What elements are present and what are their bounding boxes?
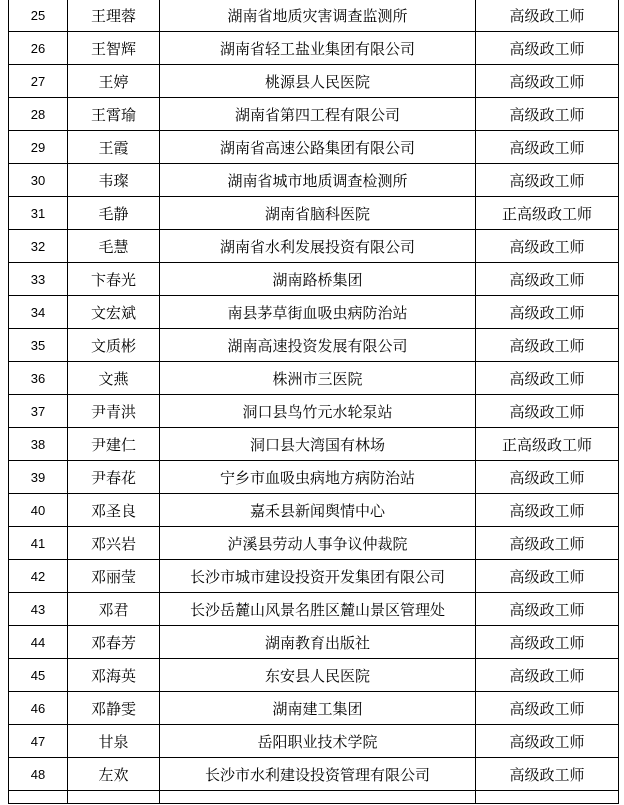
cell-name: 毛静 <box>68 197 160 230</box>
cell-title: 正高级政工师 <box>476 197 619 230</box>
cell-number: 47 <box>9 725 68 758</box>
cell-organization: 湖南省脑科医院 <box>160 197 476 230</box>
table-row <box>9 593 619 626</box>
cell-name: 尹春花 <box>68 461 160 494</box>
cell-title: 高级政工师 <box>476 230 619 263</box>
cell-title: 高级政工师 <box>476 626 619 659</box>
cell-empty <box>9 791 68 804</box>
table-row <box>9 329 619 362</box>
cell-organization: 长沙岳麓山风景名胜区麓山景区管理处 <box>160 593 476 626</box>
table-row <box>9 494 619 527</box>
cell-title: 高级政工师 <box>476 263 619 296</box>
cell-name: 王霄瑜 <box>68 98 160 131</box>
cell-number: 30 <box>9 164 68 197</box>
cell-title: 正高级政工师 <box>476 428 619 461</box>
cell-title: 高级政工师 <box>476 659 619 692</box>
cell-organization: 湖南省地质灾害调查监测所 <box>160 0 476 32</box>
cell-title: 高级政工师 <box>476 395 619 428</box>
table-row <box>9 461 619 494</box>
cell-organization: 湖南省轻工盐业集团有限公司 <box>160 32 476 65</box>
table-row <box>9 164 619 197</box>
cell-number: 34 <box>9 296 68 329</box>
table-row <box>9 98 619 131</box>
cell-name: 左欢 <box>68 758 160 791</box>
cell-title: 高级政工师 <box>476 32 619 65</box>
cell-number: 32 <box>9 230 68 263</box>
cell-number: 25 <box>9 0 68 32</box>
cell-number: 27 <box>9 65 68 98</box>
table-row <box>9 296 619 329</box>
cell-title: 高级政工师 <box>476 494 619 527</box>
cell-title: 高级政工师 <box>476 560 619 593</box>
cell-organization: 湖南教育出版社 <box>160 626 476 659</box>
cell-number: 35 <box>9 329 68 362</box>
table-row <box>9 131 619 164</box>
cell-number: 38 <box>9 428 68 461</box>
cell-organization: 株洲市三医院 <box>160 362 476 395</box>
cell-organization: 泸溪县劳动人事争议仲裁院 <box>160 527 476 560</box>
table-row <box>9 263 619 296</box>
cell-title: 高级政工师 <box>476 593 619 626</box>
cell-name: 邓圣良 <box>68 494 160 527</box>
cell-title: 高级政工师 <box>476 0 619 32</box>
table-row <box>9 395 619 428</box>
cell-number: 42 <box>9 560 68 593</box>
cell-title: 高级政工师 <box>476 758 619 791</box>
table-row <box>9 758 619 791</box>
cell-organization: 宁乡市血吸虫病地方病防治站 <box>160 461 476 494</box>
table-row <box>9 428 619 461</box>
cell-number: 40 <box>9 494 68 527</box>
table-row <box>9 362 619 395</box>
cell-number: 28 <box>9 98 68 131</box>
cell-number: 37 <box>9 395 68 428</box>
cell-organization: 南县茅草街血吸虫病防治站 <box>160 296 476 329</box>
cell-name: 卞春光 <box>68 263 160 296</box>
cell-organization: 嘉禾县新闻舆情中心 <box>160 494 476 527</box>
cell-organization: 长沙市城市建设投资开发集团有限公司 <box>160 560 476 593</box>
cell-title: 高级政工师 <box>476 98 619 131</box>
cell-title: 高级政工师 <box>476 725 619 758</box>
cell-name: 邓静雯 <box>68 692 160 725</box>
cell-number: 41 <box>9 527 68 560</box>
table-row <box>9 527 619 560</box>
cell-number: 45 <box>9 659 68 692</box>
cell-organization: 岳阳职业技术学院 <box>160 725 476 758</box>
cell-number: 36 <box>9 362 68 395</box>
cell-title: 高级政工师 <box>476 329 619 362</box>
roster-table <box>8 0 619 804</box>
cell-title: 高级政工师 <box>476 461 619 494</box>
cell-organization: 湖南建工集团 <box>160 692 476 725</box>
cell-name: 文燕 <box>68 362 160 395</box>
cell-number: 44 <box>9 626 68 659</box>
cell-name: 邓兴岩 <box>68 527 160 560</box>
cell-organization: 湖南省高速公路集团有限公司 <box>160 131 476 164</box>
cell-number: 31 <box>9 197 68 230</box>
cell-number: 29 <box>9 131 68 164</box>
cell-name: 王智辉 <box>68 32 160 65</box>
cell-number: 33 <box>9 263 68 296</box>
cell-title: 高级政工师 <box>476 164 619 197</box>
cell-organization: 长沙市水利建设投资管理有限公司 <box>160 758 476 791</box>
cell-title: 高级政工师 <box>476 131 619 164</box>
cell-organization: 洞口县鸟竹元水轮泵站 <box>160 395 476 428</box>
roster-table-container <box>8 0 618 804</box>
cell-name: 韦璨 <box>68 164 160 197</box>
cell-name: 文宏斌 <box>68 296 160 329</box>
cell-number: 39 <box>9 461 68 494</box>
cell-title: 高级政工师 <box>476 65 619 98</box>
cell-organization: 湖南路桥集团 <box>160 263 476 296</box>
cell-empty <box>160 791 476 804</box>
table-row <box>9 230 619 263</box>
cell-organization: 湖南高速投资发展有限公司 <box>160 329 476 362</box>
cell-name: 王霞 <box>68 131 160 164</box>
cell-title: 高级政工师 <box>476 527 619 560</box>
cell-number: 43 <box>9 593 68 626</box>
roster-table-body <box>9 0 619 804</box>
cell-name: 邓春芳 <box>68 626 160 659</box>
cell-name: 邓丽莹 <box>68 560 160 593</box>
cell-name: 邓君 <box>68 593 160 626</box>
table-row <box>9 65 619 98</box>
table-row <box>9 659 619 692</box>
cell-title: 高级政工师 <box>476 362 619 395</box>
cell-name: 毛慧 <box>68 230 160 263</box>
cell-title: 高级政工师 <box>476 296 619 329</box>
cell-empty <box>476 791 619 804</box>
cell-number: 26 <box>9 32 68 65</box>
cell-name: 王理蓉 <box>68 0 160 32</box>
table-row <box>9 197 619 230</box>
cell-organization: 湖南省城市地质调查检测所 <box>160 164 476 197</box>
cell-empty <box>68 791 160 804</box>
table-row <box>9 692 619 725</box>
table-row <box>9 626 619 659</box>
cell-organization: 洞口县大湾国有林场 <box>160 428 476 461</box>
cell-organization: 东安县人民医院 <box>160 659 476 692</box>
cell-name: 尹建仁 <box>68 428 160 461</box>
table-row <box>9 32 619 65</box>
cell-name: 邓海英 <box>68 659 160 692</box>
cell-name: 王婷 <box>68 65 160 98</box>
cell-number: 46 <box>9 692 68 725</box>
table-row <box>9 0 619 32</box>
cell-organization: 湖南省水利发展投资有限公司 <box>160 230 476 263</box>
table-row <box>9 725 619 758</box>
table-row-partial-bottom <box>9 791 619 804</box>
cell-title: 高级政工师 <box>476 692 619 725</box>
cell-number: 48 <box>9 758 68 791</box>
cell-organization: 湖南省第四工程有限公司 <box>160 98 476 131</box>
table-row <box>9 560 619 593</box>
cell-name: 甘泉 <box>68 725 160 758</box>
cell-organization: 桃源县人民医院 <box>160 65 476 98</box>
cell-name: 尹青洪 <box>68 395 160 428</box>
cell-name: 文质彬 <box>68 329 160 362</box>
